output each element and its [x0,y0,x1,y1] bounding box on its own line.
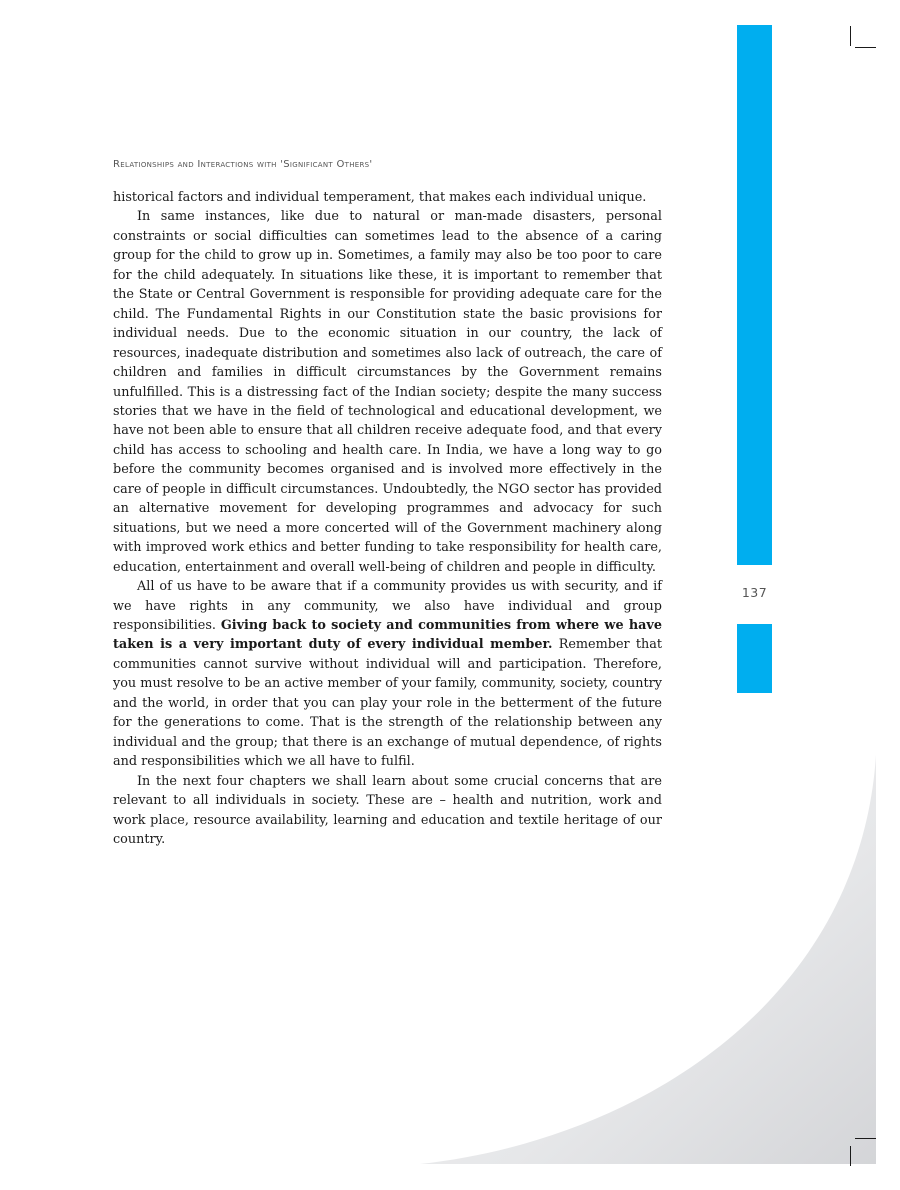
paragraph-text: historical factors and individual temperament, that makes each individual unique. [113,190,647,205]
paragraph-continuation [113,188,662,207]
crop-mark-bottom-horizontal [855,1138,876,1139]
accent-bar-bottom [737,624,772,693]
crop-mark-top-horizontal [855,47,876,48]
paragraph-text: In the next four chapters we shall learn about some crucial concerns that are relevant to all individuals in society. These are – health and nutrition, work and work place, resource availability, learning and education and textile heritage of our country. [113,773,662,847]
paragraph [113,772,662,850]
crop-mark-bottom-vertical [850,1146,851,1166]
emphasized-text: Giving back to society and communities from where we have taken is a very important duty of every individual member. [113,617,662,653]
accent-bar-top [737,25,772,565]
running-head: Relationships and Interactions with 'Significant Others' [113,159,373,170]
body-text [113,188,662,849]
paragraph-text: In same instances, like due to natural or man-made disasters, personal constraints or social difficulties can sometimes lead to the absence of a caring group for the child to grow up in. Sometimes, a family may also be too poor to care for the child adequately. In situations like these, it is important to remember that the State or Central Government is responsible for providing adequate care for the child. The Fundamental Rights in our Constitution state the basic provisions for individual needs. Due to the economic situation in our country, the lack of resources, inadequate distribution and sometimes also lack of outreach, the care of children and families in difficult circumstances by the Government remains unfulfilled. This is a distressing fact of the Indian society; despite the many success stories that we have in the field of technological and educational development, we have not been able to ensure that all children receive adequate food, and that every child has access to schooling and health care. In India, we have a long way to go before the community becomes organised and is involved more effectively in the care of people in difficult circumstances. Undoubtedly, the NGO sector has provided an alternative movement for developing programmes and advocacy for such situations, but we need a more concerted will of the Government machinery along with improved work ethics and better funding to take responsibility for health care, education, entertainment and overall well-being of children and people in difficulty. [113,209,662,575]
paragraph [113,577,662,772]
paragraph [113,207,662,577]
page-number: 137 [741,585,768,600]
paragraph-text: All of us have to be aware that if a community provides us with security, and if we have rights in any community, we also have individual and group responsibilities. [113,579,662,633]
crop-mark-top-vertical [850,26,851,46]
paragraph-text: Remember that communities cannot survive without individual will and participation. Therefore, you must resolve to be an active member of your family, community, society, country and the world, in order that you can play your role in the betterment of the future for the generations to come. That is the strength of the relationship between any individual and the group; that there is an exchange of mutual dependence, of rights and responsibilities which we all have to fulfil. [113,637,662,770]
